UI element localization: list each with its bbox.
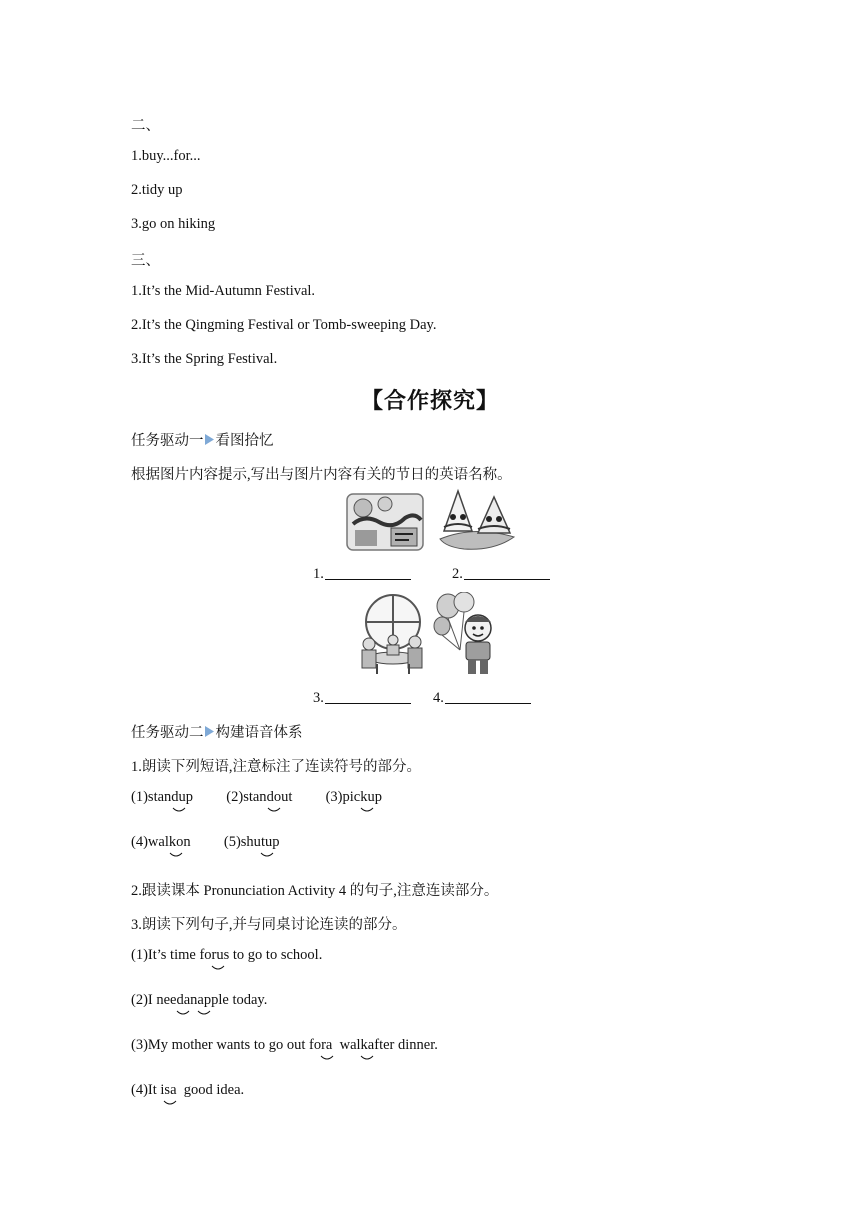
blank-1[interactable] bbox=[313, 565, 411, 583]
phrase-item bbox=[131, 789, 193, 805]
phrase-part: pic bbox=[342, 789, 361, 805]
phrase-row bbox=[131, 789, 382, 806]
sentence-part: (1)It’s time fo bbox=[131, 947, 212, 963]
liaison-mark bbox=[164, 1082, 176, 1099]
festival-image-3 bbox=[353, 592, 433, 676]
phrase-part: n bbox=[183, 834, 191, 850]
phrase-number: (5) bbox=[223, 834, 241, 850]
phrase-part: shu bbox=[240, 834, 261, 850]
phrase-item bbox=[131, 834, 191, 850]
phrase-item bbox=[224, 834, 280, 850]
phrase-number: (4) bbox=[131, 834, 148, 850]
sentence-linked-part: sa bbox=[164, 1082, 177, 1098]
section-2-heading: 二、 bbox=[131, 118, 160, 134]
task-1-instruction: 根据图片内容提示,写出与图片内容有关的节日的英语名称。 bbox=[131, 467, 512, 483]
blank-4[interactable] bbox=[433, 689, 531, 707]
liaison-arc-icon bbox=[169, 852, 183, 858]
task-2-question-3: 3.朗读下列句子,并与同桌讨论连读的部分。 bbox=[131, 917, 407, 933]
phrase-part: p bbox=[272, 834, 280, 850]
sentence-part: (3)My mother wants to go out fo bbox=[131, 1037, 322, 1053]
phrase-item bbox=[226, 789, 292, 805]
task-label-suffix: 构建语音体系 bbox=[215, 725, 303, 741]
liaison-mark bbox=[321, 1037, 332, 1054]
liaison-mark bbox=[176, 992, 190, 1009]
phrase-part: wal bbox=[147, 834, 169, 850]
arrow-icon bbox=[205, 725, 215, 738]
practice-sentence bbox=[131, 947, 322, 964]
liaison-mark bbox=[261, 834, 272, 851]
phrase-linked-part: do bbox=[266, 789, 282, 805]
phrase-number: (2) bbox=[226, 789, 244, 805]
liaison-arc-icon bbox=[260, 852, 274, 858]
festival-image-4 bbox=[430, 592, 502, 676]
task-label-prefix: 任务驱动一 bbox=[131, 433, 204, 449]
liaison-mark bbox=[212, 947, 224, 964]
task-label-prefix: 任务驱动二 bbox=[131, 725, 204, 741]
sentence-part: fter dinner. bbox=[374, 1037, 438, 1053]
liaison-arc-icon bbox=[163, 1100, 177, 1106]
festival-image-1 bbox=[345, 490, 425, 554]
sentence-part: (2)I nee bbox=[131, 992, 177, 1008]
answer-line: 3.go on hiking bbox=[131, 216, 216, 232]
sentence-part: s to go to school. bbox=[223, 947, 323, 963]
phrase-linked-part: du bbox=[171, 789, 186, 805]
section-title: 【合作探究】 bbox=[360, 389, 499, 414]
phrase-number: (3) bbox=[325, 789, 343, 805]
sentence-linked-part: ru bbox=[211, 947, 224, 963]
task-2-question-2: 2.跟读课本 Pronunciation Activity 4 的句子,注意连读部分。 bbox=[131, 883, 499, 899]
task-2-label bbox=[131, 721, 303, 742]
liaison-arc-icon bbox=[211, 965, 225, 971]
phrase-linked-part: tu bbox=[260, 834, 273, 850]
answer-line: 1.It’s the Mid-Autumn Festival. bbox=[131, 283, 316, 299]
blank-number: 4. bbox=[433, 690, 444, 706]
answer-line: 3.It’s the Spring Festival. bbox=[131, 351, 278, 367]
liaison-mark bbox=[197, 992, 211, 1009]
liaison-mark bbox=[267, 789, 282, 806]
blank-line bbox=[325, 565, 411, 580]
phrase-item bbox=[326, 789, 382, 805]
phrase-part: stan bbox=[243, 789, 267, 805]
liaison-arc-icon bbox=[172, 807, 186, 813]
liaison-arc-icon bbox=[267, 807, 281, 813]
phrase-row bbox=[131, 834, 279, 851]
answer-line: 2.tidy up bbox=[131, 182, 183, 198]
section-3-heading: 三、 bbox=[131, 253, 160, 269]
sentence-part: n bbox=[190, 992, 198, 1008]
phrase-part: p bbox=[374, 789, 382, 805]
sentence-linked-part: ra bbox=[321, 1037, 333, 1053]
liaison-mark bbox=[171, 789, 186, 806]
sentence-linked-part: ap bbox=[197, 992, 212, 1008]
answer-line: 2.It’s the Qingming Festival or Tomb-sweeping Day. bbox=[131, 317, 437, 333]
answer-line: 1.buy...for... bbox=[131, 148, 201, 164]
sentence-part: wal bbox=[332, 1037, 361, 1053]
liaison-mark bbox=[360, 789, 375, 806]
phrase-part: ut bbox=[281, 789, 293, 805]
phrase-part: stan bbox=[147, 789, 172, 805]
practice-sentence bbox=[131, 992, 267, 1009]
task-2-question-1: 1.朗读下列短语,注意标注了连读符号的部分。 bbox=[131, 759, 421, 775]
liaison-arc-icon bbox=[360, 1055, 374, 1061]
task-label-suffix: 看图拾忆 bbox=[215, 433, 274, 449]
sentence-part: (4)It i bbox=[131, 1082, 165, 1098]
sentence-linked-part: da bbox=[176, 992, 191, 1008]
practice-sentence bbox=[131, 1082, 244, 1099]
arrow-icon bbox=[205, 433, 215, 446]
liaison-mark bbox=[361, 1037, 375, 1054]
blank-3[interactable] bbox=[313, 689, 411, 707]
liaison-arc-icon bbox=[320, 1055, 334, 1061]
liaison-arc-icon bbox=[176, 1010, 190, 1016]
phrase-linked-part: ko bbox=[168, 834, 184, 850]
blank-number: 2. bbox=[452, 566, 463, 582]
blank-2[interactable] bbox=[452, 565, 550, 583]
phrase-number: (1) bbox=[131, 789, 148, 805]
festival-image-2 bbox=[434, 487, 518, 553]
liaison-arc-icon bbox=[360, 807, 374, 813]
blank-line bbox=[445, 689, 531, 704]
sentence-linked-part: ka bbox=[360, 1037, 375, 1053]
phrase-linked-part: ku bbox=[360, 789, 375, 805]
practice-sentence bbox=[131, 1037, 438, 1054]
liaison-mark bbox=[169, 834, 184, 851]
blank-number: 1. bbox=[313, 566, 324, 582]
phrase-part: p bbox=[185, 789, 194, 805]
blank-line bbox=[464, 565, 550, 580]
task-1-label bbox=[131, 429, 274, 450]
blank-line bbox=[325, 689, 411, 704]
blank-number: 3. bbox=[313, 690, 324, 706]
sentence-part: good idea. bbox=[176, 1082, 245, 1098]
sentence-part: ple today. bbox=[211, 992, 268, 1008]
liaison-arc-icon bbox=[197, 1010, 211, 1016]
